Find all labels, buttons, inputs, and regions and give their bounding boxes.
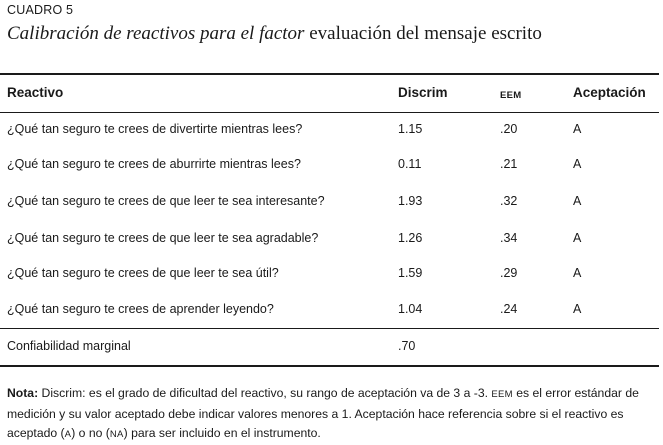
row-discrim: 1.26 [398, 231, 423, 245]
row-aceptacion: A [573, 302, 582, 316]
body-rule [0, 328, 659, 329]
row-item: ¿Qué tan seguro te crees de que leer te sea útil? [7, 266, 279, 280]
footer-label: Confiabilidad marginal [7, 339, 131, 353]
row-discrim: 1.93 [398, 194, 423, 208]
top-rule [0, 73, 659, 75]
row-aceptacion: A [573, 157, 582, 171]
header-eem: EEM [500, 90, 522, 101]
note-part: Discrim: es el grado de dificultad del reactivo, su rango de aceptación va de 3 a -3. [38, 386, 492, 400]
row-aceptacion: A [573, 194, 582, 208]
row-item: ¿Qué tan seguro te crees de aprender leyendo? [7, 302, 274, 316]
row-discrim: 1.59 [398, 266, 423, 280]
row-discrim: 1.04 [398, 302, 423, 316]
row-aceptacion: A [573, 122, 582, 136]
table-title-italic: Calibración de reactivos para el factor [7, 23, 305, 44]
note-part: es el error estándar de medición y su valor aceptado debe indicar valores menores a 1. Aceptación hace referencia sobre si el reactivo es aceptado ( [7, 386, 639, 440]
row-discrim: 1.15 [398, 122, 423, 136]
row-item: ¿Qué tan seguro te crees de divertirte mientras lees? [7, 122, 303, 136]
note-na: NA [109, 429, 124, 440]
note-part: ) para ser incluido en el instrumento. [123, 426, 321, 440]
bottom-rule [0, 365, 659, 367]
row-aceptacion: A [573, 266, 582, 280]
note-eem: EEM [491, 389, 513, 400]
row-eem: .20 [500, 122, 518, 136]
row-eem: .29 [500, 266, 518, 280]
row-eem: .21 [500, 157, 518, 171]
row-eem: .32 [500, 194, 518, 208]
row-aceptacion: A [573, 231, 582, 245]
table-title [7, 23, 542, 45]
row-item: ¿Qué tan seguro te crees de aburrirte mientras lees? [7, 157, 301, 171]
header-reactivo: Reactivo [7, 85, 64, 100]
table-title-rest: evaluación del mensaje escrito [304, 23, 542, 44]
note-label: Nota: [7, 386, 39, 400]
header-discrim: Discrim [398, 85, 448, 100]
row-item: ¿Qué tan seguro te crees de que leer te sea agradable? [7, 231, 319, 245]
row-item: ¿Qué tan seguro te crees de que leer te sea interesante? [7, 194, 325, 208]
note-a: A [64, 429, 72, 440]
table-label: CUADRO 5 [7, 3, 74, 17]
row-eem: .24 [500, 302, 518, 316]
header-aceptacion: Aceptación [573, 85, 646, 100]
row-discrim: 0.11 [398, 157, 422, 171]
row-eem: .34 [500, 231, 518, 245]
table-note [7, 384, 659, 445]
footer-discrim: .70 [398, 339, 416, 353]
header-rule [0, 112, 659, 113]
note-part: ) o no ( [71, 426, 110, 440]
